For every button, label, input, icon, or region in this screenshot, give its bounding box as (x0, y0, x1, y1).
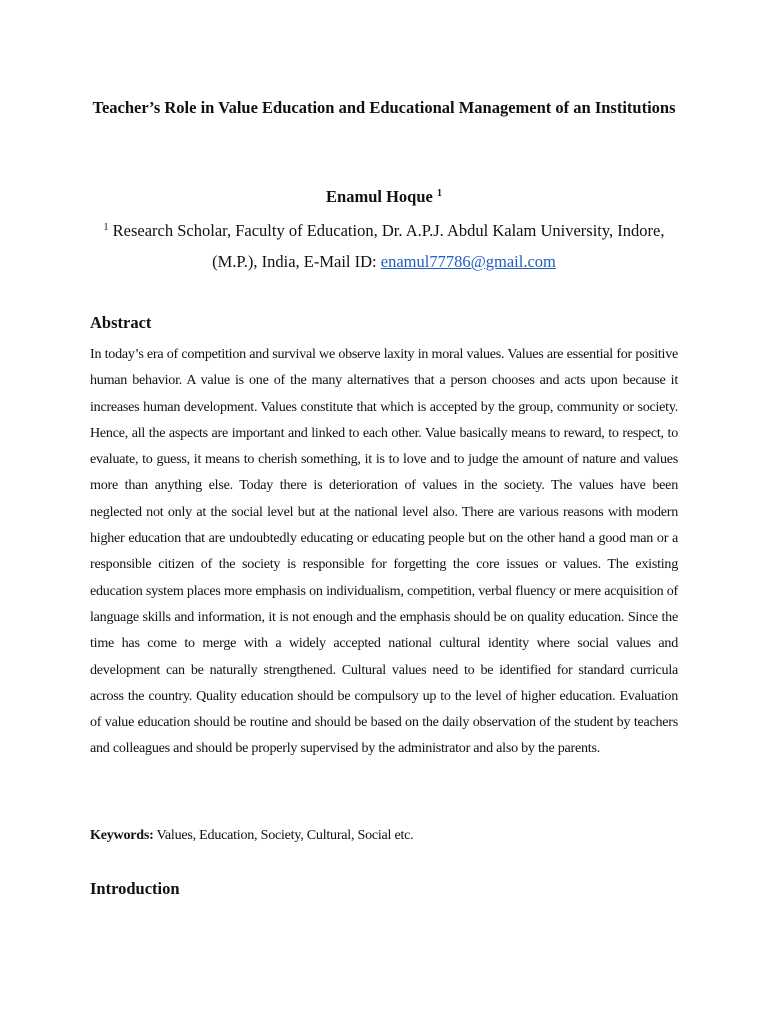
affiliation-text: Research Scholar, Faculty of Education, Dr. A.P.J. Abdul Kalam University, Indore, (M.P.), India, E-Mail ID: (112, 221, 665, 271)
keywords-line (90, 823, 678, 847)
author-name: Enamul Hoque (326, 187, 433, 206)
author-line (90, 185, 678, 209)
paper-title: Teacher’s Role in Value Education and Educational Management of an Institutions (92, 98, 676, 117)
abstract-heading: Abstract (90, 313, 152, 332)
author-superscript: 1 (436, 188, 442, 199)
affiliation (90, 215, 678, 277)
keywords-label: Keywords: (90, 827, 154, 843)
abstract-body: In today’s era of competition and survival we observe laxity in moral values. Values are essential for positive human behavior. A value is one of the many alternatives that a person chooses and acts upon because it increases human development. Values constitute that which is accepted by the group, community or society. Hence, all the aspects are important and linked to each other. Value basically means to reward, to respect, to evaluate, to guess, it means to cherish something, it is to love and to judge the amount of nature and values more than anything else. Today there is deterioration of values in the society. The values have been neglected not only at the social level but at the national level also. There are various reasons with modern higher education that are undoubtedly educating or educating people but on the other hand a good man or a responsible citizen of the society is responsible for forgetting the core issues or values. The existing education system places more emphasis on individualism, competition, verbal fluency or mere acquisition of language skills and information, it is not enough and the emphasis should be on quality education. Since the time has come to merge with a widely accepted national cultural identity where social values and development can be naturally strengthened. Cultural values need to be identified for standard curricula across the country. Quality education should be compulsory up to the level of higher education. Evaluation of value education should be routine and should be based on the daily observation of the student by teachers and colleagues and should be properly supervised by the administrator and also by the parents. (90, 346, 678, 757)
keywords-text: Values, Education, Society, Cultural, Social etc. (156, 827, 414, 843)
email-link[interactable]: enamul77786@gmail.com (380, 252, 556, 271)
introduction-heading: Introduction (90, 879, 180, 898)
affiliation-superscript: 1 (103, 222, 109, 233)
